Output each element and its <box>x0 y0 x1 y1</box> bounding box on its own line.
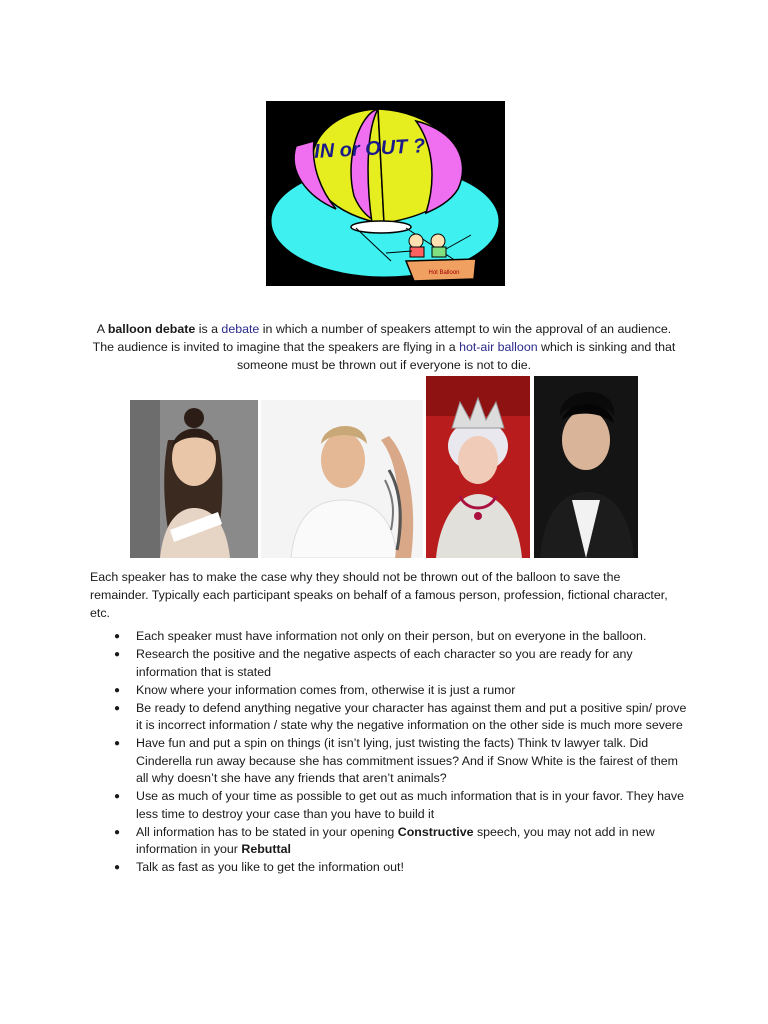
hot-air-balloon-icon <box>266 101 505 286</box>
intro-text-3: in which a number of speakers attempt to win the approval of an audience. The audience is invited to imagine that the speakers are flying in a <box>92 322 672 354</box>
rule-text: Know where your information comes from, otherwise it is just a rumor <box>136 682 516 697</box>
hot-air-balloon-link[interactable]: hot-air balloon <box>459 340 538 354</box>
speaker-case-paragraph: Each speaker has to make the case why they should not be thrown out of the balloon to save the remainder. Typically each participant speaks on behalf of a famous person, profession, fictional character, etc. <box>90 570 668 620</box>
bullet-icon: ● <box>114 791 121 803</box>
rule-text: All information has to be stated in your opening <box>136 824 398 839</box>
list-item <box>90 859 690 877</box>
rule-text: speech, you may not add in new information in your <box>136 824 655 857</box>
intro-text-2: is a <box>195 322 222 336</box>
portrait-photo-icon <box>534 376 638 558</box>
list-item <box>90 700 690 735</box>
portrait-photo-icon <box>261 400 423 558</box>
list-item <box>90 824 690 859</box>
term-rebuttal: Rebuttal <box>241 842 291 857</box>
rules-list <box>90 628 690 877</box>
hero-title: IN or OUT ? <box>313 135 426 163</box>
list-item <box>90 646 690 681</box>
rule-text: Use as much of your time as possible to get out as much information that is in your favor. They have less time to destroy your case than you have to build it <box>136 789 684 821</box>
bullet-icon: ● <box>114 702 121 714</box>
bullet-icon: ● <box>114 684 121 696</box>
balloon-illustration <box>266 101 505 286</box>
intro-text-4: which is sinking and that someone must be thrown out if everyone is not to die. <box>236 340 676 372</box>
portrait-photo-icon <box>426 376 530 558</box>
list-item <box>90 628 690 646</box>
rule-text: Have fun and put a spin on things (it isn’t lying, just twisting the facts) Think tv lawyer talk. Did Cinderella run away because she has commitment issues? And if Snow White is the fairest of them all why doesn’t she have any friends that aren’t animals? <box>136 736 679 786</box>
celebrity-photo-1 <box>130 400 258 558</box>
list-item <box>90 735 690 788</box>
celebrity-photo-2 <box>261 400 423 558</box>
bullet-icon: ● <box>114 826 121 838</box>
celebrity-photo-3 <box>426 376 530 558</box>
debate-link[interactable]: debate <box>221 322 260 336</box>
rule-text: Talk as fast as you like to get the information out! <box>136 860 404 875</box>
bullet-icon: ● <box>114 862 121 874</box>
term-constructive: Constructive <box>397 824 474 839</box>
bullet-icon: ● <box>114 631 121 642</box>
rule-text: Research the positive and the negative aspects of each character so you are ready for any information that is stated <box>136 646 633 679</box>
intro-paragraph <box>88 320 680 374</box>
list-item <box>90 788 690 823</box>
celebrity-photo-4 <box>534 376 638 558</box>
term-balloon-debate: balloon debate <box>107 322 196 336</box>
bullet-icon: ● <box>114 738 121 750</box>
rule-text: Each speaker must have information not only on their person, but on everyone in the balloon. <box>136 629 647 643</box>
portrait-photo-icon <box>130 400 258 558</box>
list-item <box>90 682 690 700</box>
bullet-icon: ● <box>114 648 121 660</box>
rule-text: Be ready to defend anything negative your character has against them and put a positive spin/ prove it is incorrect information / state why the negative information on the other side is much more severe <box>136 700 687 733</box>
basket-label: Hot Balloon <box>428 270 460 276</box>
intro-text-1: A <box>96 322 108 336</box>
celebrity-photo-row <box>0 376 768 558</box>
